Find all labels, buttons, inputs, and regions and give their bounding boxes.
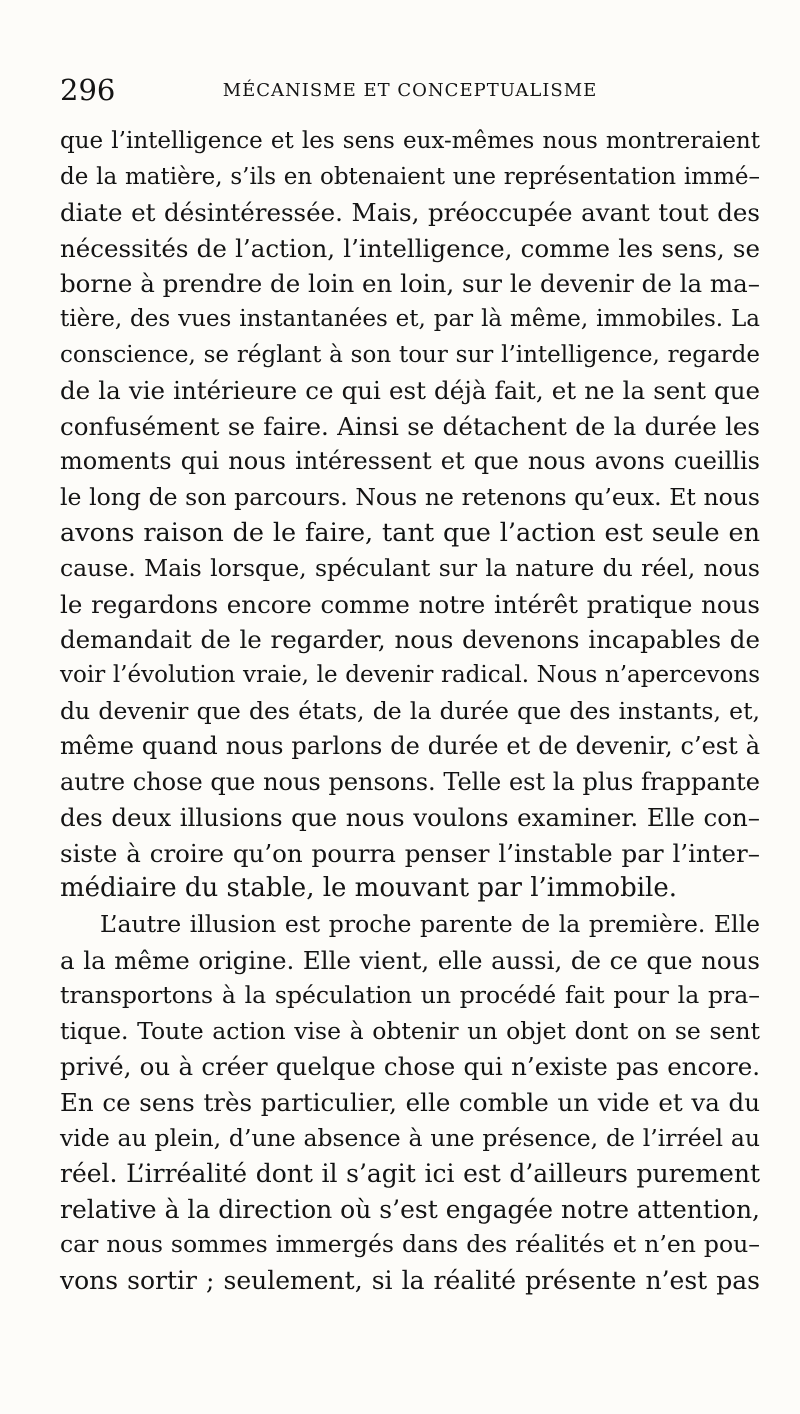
page-header (60, 70, 760, 110)
text-line: a la même origine. Elle vient, elle aussi, de ce que nous (60, 945, 760, 975)
text-line: de la vie intérieure ce qui est déjà fait, et ne la sent que (60, 376, 760, 406)
text-line: vide au plein, d’une absence à une présence, de l’irréel au (60, 1123, 760, 1152)
text-line: tique. Toute action vise à obtenir un objet dont on se sent (60, 1016, 760, 1045)
body-text (60, 124, 760, 1299)
text-line: de la matière, s’ils en obtenaient une représentation immé– (60, 163, 760, 190)
text-line: diate et désintéressée. Mais, préoccupée avant tout des (60, 198, 760, 228)
text-line: vons sortir ; seulement, si la réalité présente n’est pas (60, 1266, 760, 1295)
text-line: réel. L’irréalité dont il s’agit ici est d’ailleurs purement (60, 1159, 760, 1189)
text-line: conscience, se réglant à son tour sur l’intelligence, regarde (60, 341, 760, 368)
text-line: voir l’évolution vraie, le devenir radical. Nous n’apercevons (60, 661, 760, 688)
text-line: relative à la direction où s’est engagée notre attention, (60, 1194, 760, 1224)
text-line: siste à croire qu’on pourra penser l’instable par l’inter– (60, 838, 760, 868)
paragraph-start-line: L’autre illusion est proche parente de la première. Elle (100, 910, 760, 939)
text-line: autre chose que nous pensons. Telle est la plus frappante (60, 767, 760, 796)
text-line: privé, ou à créer quelque chose qui n’existe pas encore. (60, 1052, 760, 1082)
text-line: tière, des vues instantanées et, par là même, immobiles. La (60, 305, 760, 332)
text-line: demandait de le regarder, nous devenons incapables de (60, 625, 760, 655)
text-line: du devenir que des états, de la durée que des instants, et, (60, 696, 760, 725)
text-line: des deux illusions que nous voulons examiner. Elle con– (60, 803, 760, 833)
page-number: 296 (60, 73, 116, 107)
text-line: borne à prendre de loin en loin, sur le devenir de la ma– (60, 269, 760, 299)
text-line: nécessités de l’action, l’intelligence, comme les sens, se (60, 233, 760, 263)
text-line: car nous sommes immergés dans des réalités et n’en pou– (60, 1230, 760, 1259)
text-line: le long de son parcours. Nous ne retenons qu’eux. Et nous (60, 482, 760, 511)
text-line: même quand nous parlons de durée et de devenir, c’est à (60, 732, 760, 761)
text-line: confusément se faire. Ainsi se détachent de la durée les (60, 411, 760, 441)
text-line: cause. Mais lorsque, spéculant sur la nature du réel, nous (60, 554, 760, 583)
text-line: que l’intelligence et les sens eux-mêmes nous montreraient (60, 128, 760, 154)
text-line: moments qui nous intéressent et que nous avons cueillis (60, 447, 760, 476)
running-title: MÉCANISME ET CONCEPTUALISME (222, 80, 598, 101)
text-line: En ce sens très particulier, elle comble un vide et va du (60, 1088, 760, 1118)
text-line: le regardons encore comme notre intérêt pratique nous (60, 589, 760, 619)
text-line: avons raison de le faire, tant que l’action est seule en (60, 517, 760, 548)
text-line: transportons à la spéculation un procédé fait pour la pra– (60, 981, 760, 1010)
text-line: médiaire du stable, le mouvant par l’immobile. (60, 873, 678, 904)
